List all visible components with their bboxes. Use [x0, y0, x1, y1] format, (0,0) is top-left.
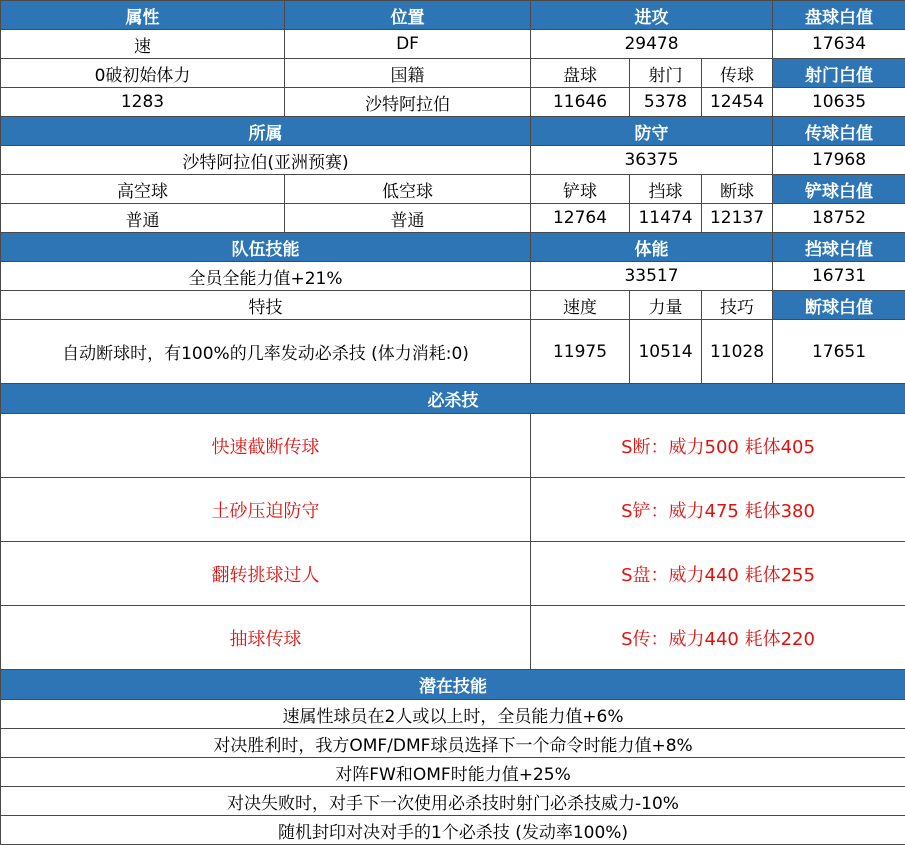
- table-row: [1, 146, 905, 175]
- table-row: [1, 262, 905, 291]
- latent-skill: 对决失败时，对手下一次使用必杀技时射门必杀技威力-10%: [1, 787, 905, 816]
- table-row: [1, 59, 905, 88]
- special-move-row: [1, 606, 905, 670]
- intercept-label: 断球: [702, 175, 773, 204]
- low-ball-value: 普通: [285, 204, 531, 233]
- block-white-value: 16731: [773, 262, 905, 291]
- tackle-white-header: 铲球白值: [773, 175, 905, 204]
- attack-header: 进攻: [531, 1, 773, 30]
- latent-skill-row: [1, 700, 905, 729]
- table-row: [1, 670, 905, 700]
- power-value: 10514: [630, 320, 702, 384]
- special-move-detail: S盘：威力440 耗体255: [531, 542, 905, 606]
- nationality-value: 沙特阿拉伯: [285, 88, 531, 117]
- tackle-label: 铲球: [531, 175, 630, 204]
- special-move-row: [1, 478, 905, 542]
- table-row: [1, 233, 905, 262]
- nationality-label: 国籍: [285, 59, 531, 88]
- tackle-white-value: 18752: [773, 204, 905, 233]
- block-value: 11474: [630, 204, 702, 233]
- latent-skill: 对决胜利时，我方OMF/DMF球员选择下一个命令时能力值+8%: [1, 729, 905, 758]
- physical-value: 33517: [531, 262, 773, 291]
- special-move-row: [1, 542, 905, 606]
- special-move-name: 翻转挑球过人: [1, 542, 531, 606]
- special-move-name: 快速截断传球: [1, 414, 531, 478]
- attr-value: 速: [1, 30, 285, 59]
- position-header: 位置: [285, 1, 531, 30]
- table-row: [1, 320, 905, 384]
- special-value: 自动断球时，有100%的几率发动必杀技 (体力消耗:0): [1, 320, 531, 384]
- table-row: [1, 1, 905, 30]
- team-value: 沙特阿拉伯(亚洲预赛): [1, 146, 531, 175]
- latent-skill-row: [1, 729, 905, 758]
- technique-value: 11028: [702, 320, 773, 384]
- shoot-white-header: 射门白值: [773, 59, 905, 88]
- latent-skill-row: [1, 816, 905, 845]
- speed-value: 11975: [531, 320, 630, 384]
- latent-skill-row: [1, 787, 905, 816]
- special-move-detail: S传：威力440 耗体220: [531, 606, 905, 670]
- latent-skills-header: 潜在技能: [1, 670, 905, 700]
- shoot-value: 5378: [630, 88, 702, 117]
- latent-skill: 随机封印对决对手的1个必杀技 (发动率100%): [1, 816, 905, 845]
- dribble-white-header: 盘球白值: [773, 1, 905, 30]
- technique-label: 技巧: [702, 291, 773, 320]
- power-label: 力量: [630, 291, 702, 320]
- pass-white-header: 传球白值: [773, 117, 905, 146]
- defense-value: 36375: [531, 146, 773, 175]
- shoot-white-value: 10635: [773, 88, 905, 117]
- pass-value: 12454: [702, 88, 773, 117]
- pass-label: 传球: [702, 59, 773, 88]
- attr-header: 属性: [1, 1, 285, 30]
- special-moves-header: 必杀技: [1, 384, 905, 414]
- block-label: 挡球: [630, 175, 702, 204]
- latent-skill: 对阵FW和OMF时能力值+25%: [1, 758, 905, 787]
- latent-skill: 速属性球员在2人或以上时，全员能力值+6%: [1, 700, 905, 729]
- table-row: [1, 384, 905, 414]
- team-header: 所属: [1, 117, 531, 146]
- high-ball-label: 高空球: [1, 175, 285, 204]
- tackle-value: 12764: [531, 204, 630, 233]
- pass-white-value: 17968: [773, 146, 905, 175]
- attack-value: 29478: [531, 30, 773, 59]
- intercept-white-value: 17651: [773, 320, 905, 384]
- table-row: [1, 291, 905, 320]
- dribble-label: 盘球: [531, 59, 630, 88]
- special-move-row: [1, 414, 905, 478]
- special-move-name: 土砂压迫防守: [1, 478, 531, 542]
- special-move-detail: S铲：威力475 耗体380: [531, 478, 905, 542]
- low-ball-label: 低空球: [285, 175, 531, 204]
- stamina-label: 0破初始体力: [1, 59, 285, 88]
- team-skill-value: 全员全能力值+21%: [1, 262, 531, 291]
- intercept-white-header: 断球白值: [773, 291, 905, 320]
- defense-header: 防守: [531, 117, 773, 146]
- table-row: [1, 204, 905, 233]
- table-row: [1, 30, 905, 59]
- latent-skill-row: [1, 758, 905, 787]
- table-row: [1, 88, 905, 117]
- special-label: 特技: [1, 291, 531, 320]
- physical-header: 体能: [531, 233, 773, 262]
- speed-label: 速度: [531, 291, 630, 320]
- shoot-label: 射门: [630, 59, 702, 88]
- special-move-name: 抽球传球: [1, 606, 531, 670]
- table-row: [1, 117, 905, 146]
- block-white-header: 挡球白值: [773, 233, 905, 262]
- stamina-value: 1283: [1, 88, 285, 117]
- special-move-detail: S断：威力500 耗体405: [531, 414, 905, 478]
- table-row: [1, 175, 905, 204]
- intercept-value: 12137: [702, 204, 773, 233]
- dribble-white-value: 17634: [773, 30, 905, 59]
- position-value: DF: [285, 30, 531, 59]
- dribble-value: 11646: [531, 88, 630, 117]
- high-ball-value: 普通: [1, 204, 285, 233]
- team-skill-header: 队伍技能: [1, 233, 531, 262]
